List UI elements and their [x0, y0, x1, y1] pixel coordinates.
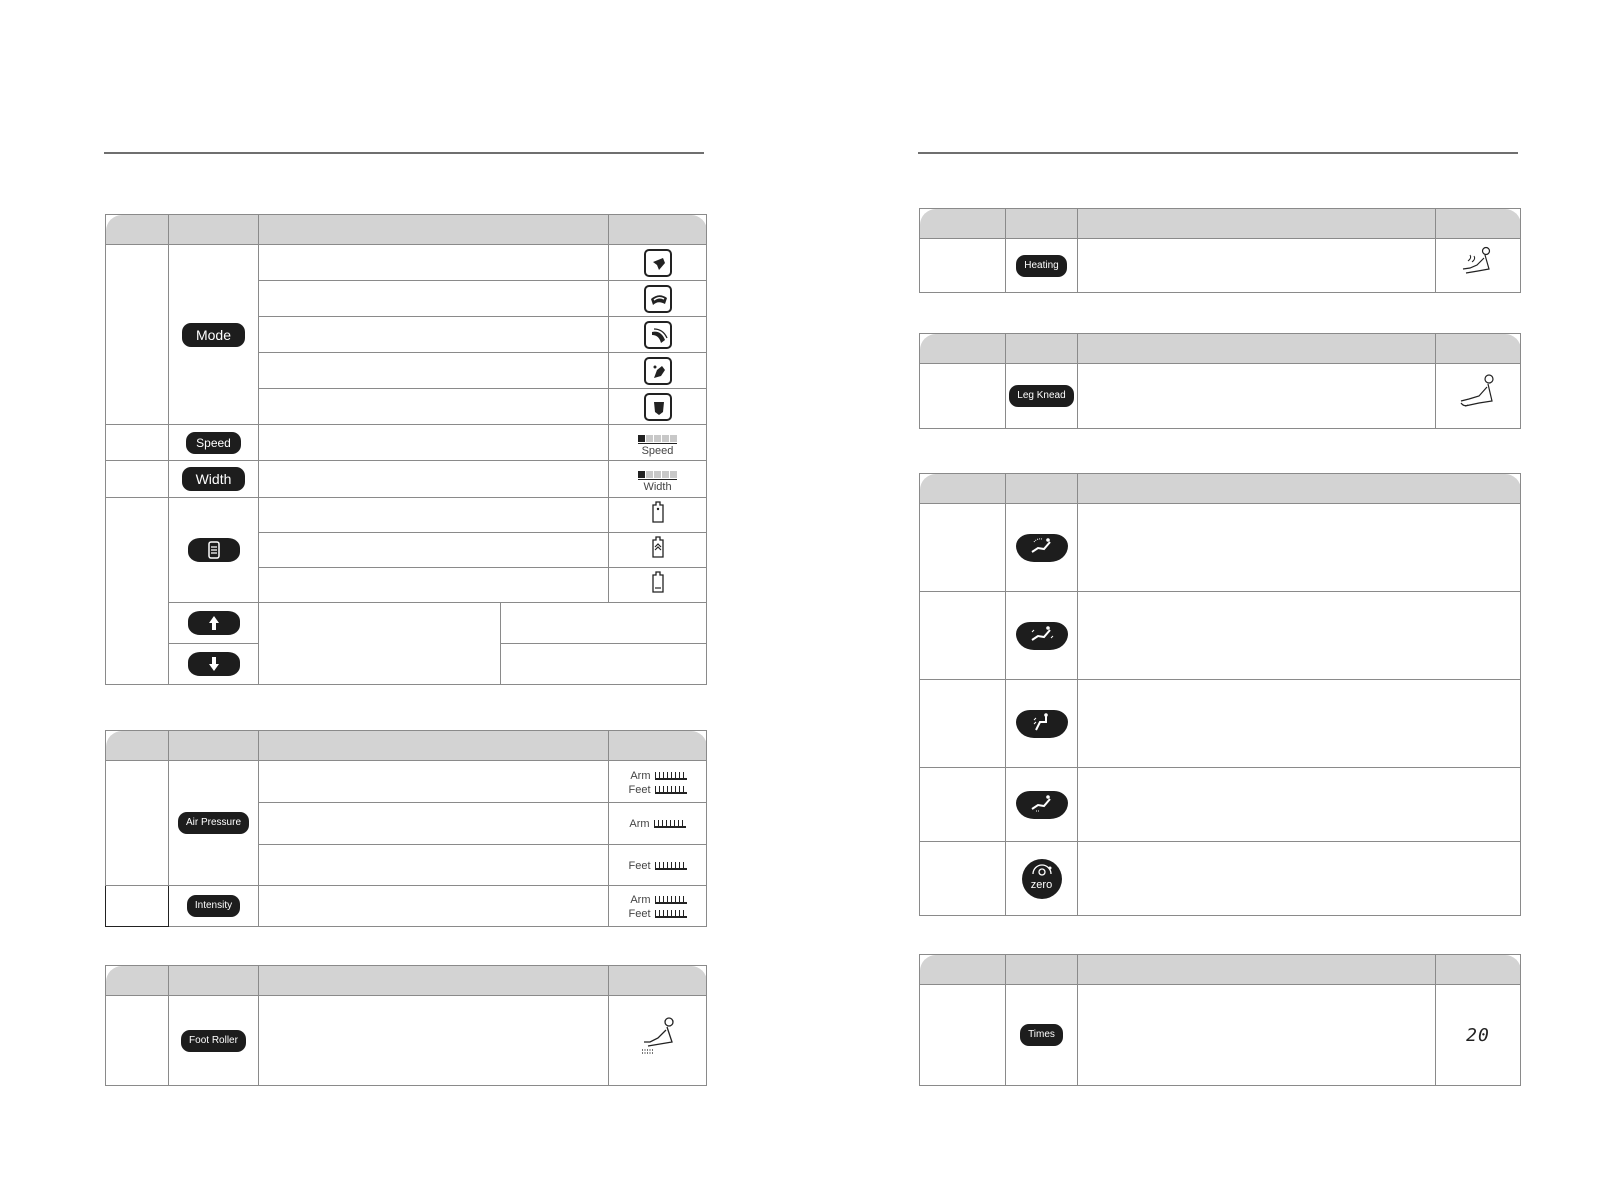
feet-label: Feet — [628, 908, 651, 921]
header-cell — [1006, 474, 1078, 504]
tap-icon — [644, 321, 672, 349]
header-cell — [1078, 334, 1436, 364]
header-cell — [1078, 955, 1436, 985]
header-cell — [1006, 334, 1078, 364]
header-cell — [1436, 209, 1521, 239]
header-cell — [106, 215, 169, 245]
arm-level-indicator — [629, 817, 685, 831]
header-cell — [1006, 955, 1078, 985]
header-cell — [1078, 474, 1521, 504]
program-1-button[interactable] — [1016, 534, 1068, 562]
air-pressure-table — [105, 730, 706, 927]
width-button[interactable]: Width — [182, 467, 246, 491]
intensity-level-indicator — [628, 893, 686, 921]
header-cell — [920, 334, 1006, 364]
position-up-button[interactable] — [188, 611, 240, 635]
header-cell — [169, 215, 259, 245]
left-page-header-rule — [104, 152, 704, 154]
header-cell — [259, 731, 609, 761]
mode-table — [105, 214, 706, 685]
leg-knead-chair-icon — [1455, 402, 1501, 419]
timer-table — [919, 954, 1520, 1086]
foot-roller-chair-icon — [636, 1047, 680, 1064]
width-indicator-label: Width — [643, 480, 672, 493]
speed-indicator-label: Speed — [641, 444, 674, 457]
heating-table — [919, 208, 1520, 293]
position-middle-icon — [650, 545, 666, 562]
header-cell — [1006, 209, 1078, 239]
position-button[interactable] — [188, 538, 240, 562]
heating-chair-icon — [1458, 267, 1498, 284]
arm-label: Arm — [630, 894, 651, 907]
timer-display: 20 — [1466, 1024, 1490, 1046]
feet-level-indicator — [628, 859, 686, 873]
header-cell — [106, 966, 169, 996]
times-button[interactable]: Times — [1020, 1024, 1063, 1046]
arm-feet-level-indicator — [628, 769, 686, 797]
header-cell — [1078, 209, 1436, 239]
position-upper-icon — [650, 510, 666, 527]
foot-roller-table — [105, 965, 706, 1086]
mode-button[interactable]: Mode — [182, 323, 245, 347]
position-lower-icon — [650, 580, 666, 597]
header-cell — [609, 215, 707, 245]
leg-knead-button[interactable]: Leg Knead — [1009, 385, 1073, 407]
header-cell — [609, 966, 707, 996]
right-page-header-rule — [918, 152, 1518, 154]
header-cell — [259, 966, 609, 996]
arm-label: Arm — [630, 770, 651, 783]
header-cell — [169, 731, 259, 761]
speed-level-indicator — [638, 435, 677, 457]
program-3-button[interactable] — [1016, 710, 1068, 738]
header-cell — [169, 966, 259, 996]
feet-label: Feet — [628, 784, 651, 797]
heating-button[interactable]: Heating — [1016, 255, 1066, 277]
shiatsu-icon — [644, 249, 672, 277]
header-cell — [106, 731, 169, 761]
arm-label: Arm — [629, 818, 650, 831]
combination-icon — [644, 393, 672, 421]
header-cell — [259, 215, 609, 245]
program-2-button[interactable] — [1016, 622, 1068, 650]
foot-roller-button[interactable]: Foot Roller — [181, 1030, 246, 1052]
air-pressure-button[interactable]: Air Pressure — [178, 812, 249, 834]
header-cell — [920, 209, 1006, 239]
position-down-button[interactable] — [188, 652, 240, 676]
zero-label: zero — [1030, 878, 1053, 891]
header-cell — [1436, 955, 1521, 985]
header-cell — [920, 955, 1006, 985]
leg-knead-table — [919, 333, 1520, 429]
header-cell — [609, 731, 707, 761]
zero-gravity-button[interactable] — [1022, 859, 1062, 899]
program-4-button[interactable] — [1016, 791, 1068, 819]
width-level-indicator — [638, 471, 677, 493]
header-cell — [920, 474, 1006, 504]
auto-programs-table — [919, 473, 1520, 915]
speed-button[interactable]: Speed — [186, 432, 241, 454]
knead-icon — [644, 285, 672, 313]
intensity-button[interactable]: Intensity — [187, 895, 240, 917]
header-cell — [1436, 334, 1521, 364]
feet-label: Feet — [628, 859, 651, 872]
knock-icon — [644, 357, 672, 385]
